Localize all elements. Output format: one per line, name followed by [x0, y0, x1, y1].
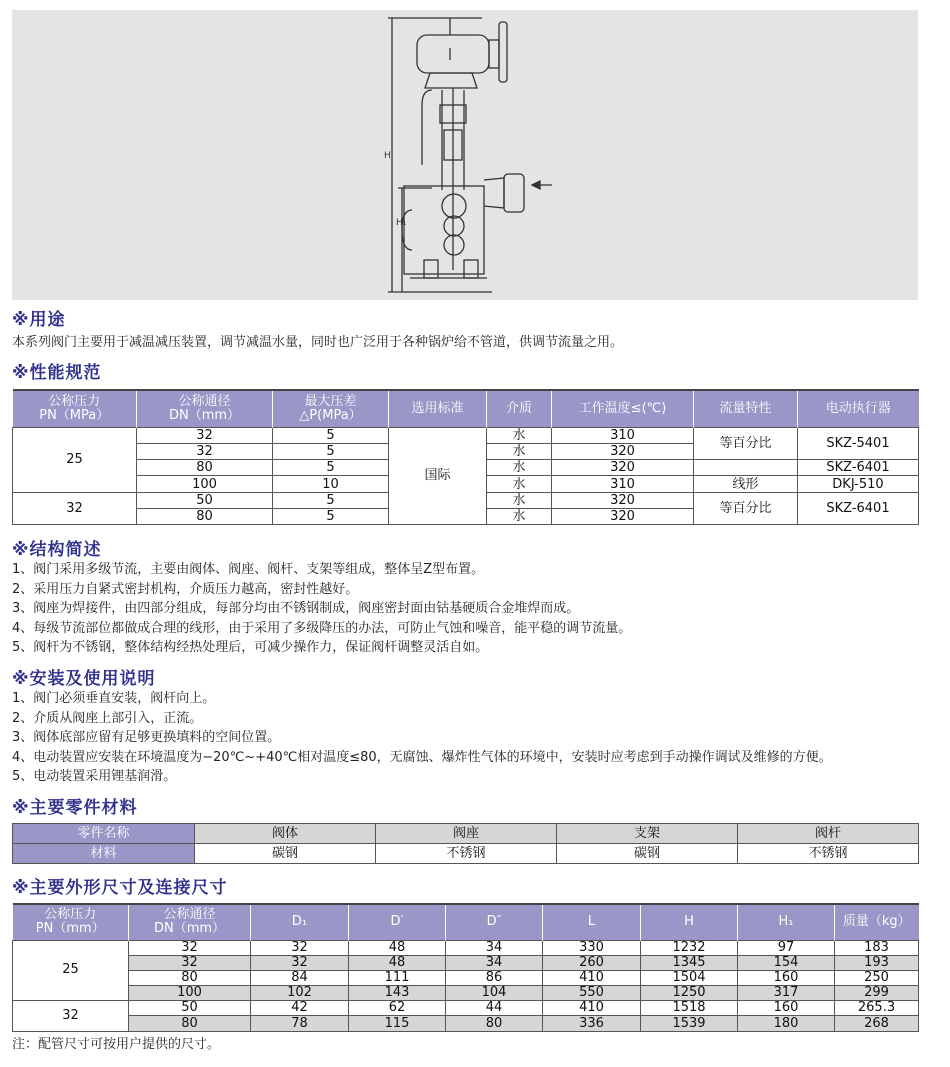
header-h1: H₁ [738, 904, 835, 940]
header-d-double-prime: D″ [446, 904, 543, 940]
dn-cell: 32 [137, 427, 273, 443]
part-cell: 阀杆 [738, 824, 919, 844]
table-row [13, 970, 919, 985]
temp-cell: 320 [552, 460, 694, 476]
list-item: 3、阀座为焊接件，由四部分组成，每部分均由不锈钢制成，阀座密封面由钴基硬质合金堆焊而成。 [12, 601, 580, 617]
flow-cell: 等百分比 [694, 427, 798, 460]
actuator-cell: SKZ-6401 [798, 460, 919, 476]
dim-cell: 42 [251, 1001, 349, 1016]
header-temp: 工作温度≤(℃) [552, 390, 694, 427]
dim-cell: 80 [129, 970, 251, 985]
dp-cell: 5 [273, 492, 389, 508]
dim-cell: 102 [251, 986, 349, 1001]
table-row [13, 844, 919, 864]
dim-cell: 32 [251, 955, 349, 970]
dim-cell: 44 [446, 1001, 543, 1016]
dp-cell: 5 [273, 460, 389, 476]
dim-cell: 260 [543, 955, 641, 970]
actuator-cell: SKZ-6401 [798, 492, 919, 525]
table-row [13, 940, 919, 955]
header-standard: 选用标准 [389, 390, 487, 427]
header-actuator: 电动执行器 [798, 390, 919, 427]
list-item: 5、阀杆为不锈钢，整体结构经热处理后，可减少操作力，保证阀杆调整灵活自如。 [12, 640, 489, 656]
dim-cell: 80 [129, 1016, 251, 1031]
dim-cell: 78 [251, 1016, 349, 1031]
dim-cell: 62 [349, 1001, 446, 1016]
dim-cell: 160 [738, 970, 835, 985]
dim-cell: 1250 [641, 986, 738, 1001]
header-pn: 公称压力 PN（MPa） [13, 390, 137, 427]
list-item: 4、电动装置应安装在环境温度为−20℃~+40℃相对温度≤80，无腐蚀、爆炸性气体的环境中，安装时应考虑到手动操作调试及维修的方便。 [12, 749, 832, 765]
temp-cell: 310 [552, 476, 694, 492]
footnote: 注：配管尺寸可按用户提供的尺寸。 [12, 1037, 221, 1052]
dim-cell: 48 [349, 940, 446, 955]
temp-cell: 320 [552, 508, 694, 524]
dim-cell: 50 [129, 1001, 251, 1016]
usage-text: 本系列阀门主要用于减温减压装置，调节减温水量，同时也广泛用于各种锅炉给不管道，供调节流量之用。 [12, 335, 624, 350]
medium-cell: 水 [487, 427, 552, 443]
performance-table [12, 389, 919, 525]
usage-heading: ※用途 [12, 310, 66, 330]
dim-cell: 1518 [641, 1001, 738, 1016]
material-cell: 碳钢 [195, 844, 376, 864]
flow-cell: 线形 [694, 476, 798, 492]
dim-cell: 48 [349, 955, 446, 970]
structure-heading: ※结构简述 [12, 540, 102, 560]
header-pn: 公称压力 PN（mm） [13, 904, 129, 940]
header-flow: 流量特性 [694, 390, 798, 427]
dim-cell: 32 [129, 955, 251, 970]
temp-cell: 310 [552, 427, 694, 443]
dim-cell: 183 [835, 940, 919, 955]
header-d-prime: D′ [349, 904, 446, 940]
dim-cell: 1345 [641, 955, 738, 970]
header-medium: 介质 [487, 390, 552, 427]
installation-heading: ※安装及使用说明 [12, 669, 156, 689]
material-label: 材料 [13, 844, 195, 864]
table-row [13, 824, 919, 844]
list-item: 1、阀门采用多级节流，主要由阀体、阀座、阀杆、支架等组成，整体呈Z型布置。 [12, 562, 485, 577]
list-item: 2、介质从阀座上部引入，正流。 [12, 710, 203, 726]
dim-cell: 1232 [641, 940, 738, 955]
dim-cell: 1504 [641, 970, 738, 985]
list-item: 1、阀门必须垂直安装，阀杆向上。 [12, 691, 216, 706]
part-cell: 支架 [557, 824, 738, 844]
dim-cell: 265.3 [835, 1001, 919, 1016]
medium-cell: 水 [487, 460, 552, 476]
part-name-label: 零件名称 [13, 824, 195, 844]
dimensions-table [12, 903, 919, 1032]
header-dn: 公称通径 DN（mm） [129, 904, 251, 940]
dimensions-header-row [13, 904, 919, 940]
temp-cell: 320 [552, 443, 694, 459]
dim-cell: 193 [835, 955, 919, 970]
actuator-cell: DKJ-510 [798, 476, 919, 492]
label-h1: H₁ [396, 218, 407, 228]
dim-cell: 299 [835, 986, 919, 1001]
installation-list [12, 689, 832, 787]
medium-cell: 水 [487, 492, 552, 508]
medium-cell: 水 [487, 443, 552, 459]
structure-list [12, 560, 631, 658]
dp-cell: 5 [273, 427, 389, 443]
dn-cell: 80 [137, 460, 273, 476]
list-item: 2、采用压力自紧式密封机构，介质压力越高，密封性越好。 [12, 581, 359, 597]
dn-cell: 50 [137, 492, 273, 508]
dim-cell: 84 [251, 970, 349, 985]
dim-cell: 115 [349, 1016, 446, 1031]
pn-cell: 25 [13, 427, 137, 492]
dim-cell: 250 [835, 970, 919, 985]
table-row [13, 427, 919, 443]
pn-cell: 32 [13, 1001, 129, 1031]
dim-cell: 268 [835, 1016, 919, 1031]
performance-header-row [13, 390, 919, 427]
part-cell: 阀体 [195, 824, 376, 844]
list-item: 3、阀体底部应留有足够更换填料的空间位置。 [12, 730, 281, 746]
header-weight: 质量（kg） [835, 904, 919, 940]
dim-cell: 180 [738, 1016, 835, 1031]
dimensions-heading: ※主要外形尺寸及连接尺寸 [12, 878, 228, 898]
dn-cell: 80 [137, 508, 273, 524]
dim-cell: 100 [129, 986, 251, 1001]
header-d1: D₁ [251, 904, 349, 940]
pn-cell: 25 [13, 940, 129, 1001]
material-cell: 不锈钢 [376, 844, 557, 864]
dim-cell: 154 [738, 955, 835, 970]
material-cell: 不锈钢 [738, 844, 919, 864]
dim-cell: 317 [738, 986, 835, 1001]
dim-cell: 80 [446, 1016, 543, 1031]
dim-cell: 330 [543, 940, 641, 955]
actuator-cell: SKZ-5401 [798, 427, 919, 460]
valve-drawing-svg [12, 10, 918, 300]
medium-cell: 水 [487, 508, 552, 524]
dp-cell: 10 [273, 476, 389, 492]
dim-cell: 111 [349, 970, 446, 985]
performance-heading: ※性能规范 [12, 363, 102, 383]
dp-cell: 5 [273, 443, 389, 459]
dn-cell: 32 [137, 443, 273, 459]
list-item: 4、每级节流部位都做成合理的线形，由于采用了多级降压的办法，可防止气蚀和噪音，能平稳的调节流量。 [12, 620, 632, 636]
dim-cell: 550 [543, 986, 641, 1001]
materials-table [12, 823, 919, 864]
pn-cell: 32 [13, 492, 137, 525]
standard-cell: 国际 [389, 427, 487, 525]
flow-cell-empty [694, 460, 798, 476]
table-row [13, 986, 919, 1001]
temp-cell: 320 [552, 492, 694, 508]
dim-cell: 410 [543, 970, 641, 985]
table-row [13, 1016, 919, 1031]
dim-cell: 1539 [641, 1016, 738, 1031]
label-h: H [384, 151, 391, 161]
header-h: H [641, 904, 738, 940]
medium-cell: 水 [487, 476, 552, 492]
part-cell: 阀座 [376, 824, 557, 844]
dn-cell: 100 [137, 476, 273, 492]
valve-drawing [12, 10, 918, 300]
dim-cell: 160 [738, 1001, 835, 1016]
dim-cell: 143 [349, 986, 446, 1001]
table-row [13, 1001, 919, 1016]
list-item: 5、电动装置采用锂基润滑。 [12, 769, 177, 785]
dim-cell: 410 [543, 1001, 641, 1016]
materials-heading: ※主要零件材料 [12, 798, 138, 818]
dim-cell: 86 [446, 970, 543, 985]
dim-cell: 34 [446, 940, 543, 955]
flow-cell: 等百分比 [694, 492, 798, 525]
dim-cell: 32 [251, 940, 349, 955]
dim-cell: 104 [446, 986, 543, 1001]
dp-cell: 5 [273, 508, 389, 524]
dim-cell: 32 [129, 940, 251, 955]
header-dn: 公称通径 DN（mm） [137, 390, 273, 427]
header-dp: 最大压差 △P(MPa） [273, 390, 389, 427]
table-row [13, 955, 919, 970]
dim-cell: 97 [738, 940, 835, 955]
dim-cell: 336 [543, 1016, 641, 1031]
material-cell: 碳钢 [557, 844, 738, 864]
header-l: L [543, 904, 641, 940]
dim-cell: 34 [446, 955, 543, 970]
